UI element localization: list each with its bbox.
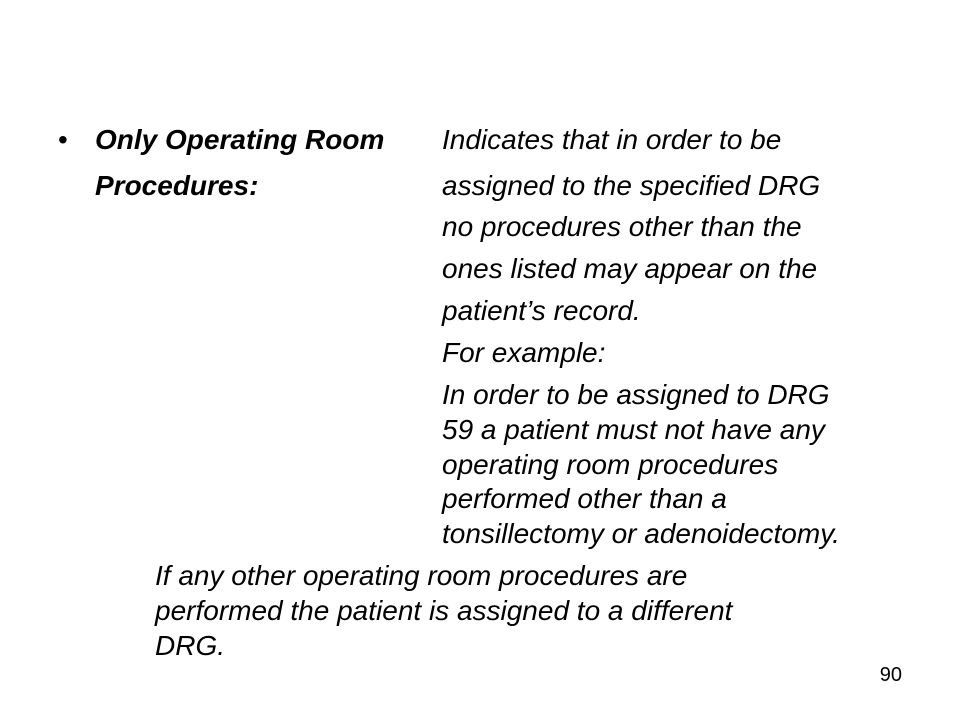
note-line-2: performed the patient is assigned to a different	[155, 595, 733, 626]
definition-line-5: patient’s record.	[442, 295, 641, 326]
definition-line-2: assigned to the specified DRG	[442, 170, 821, 201]
example-line-3: operating room procedures	[442, 449, 779, 480]
definition-line-1: Indicates that in order to be	[442, 124, 782, 155]
term-line-2: Procedures:	[95, 170, 259, 201]
definition-line-4: ones listed may appear on the	[442, 253, 818, 284]
note-line-3: DRG.	[155, 630, 225, 661]
definition-line-3: no procedures other than the	[442, 211, 802, 242]
example-line-4: performed other than a	[442, 483, 727, 514]
example-line-5: tonsillectomy or adenoidectomy.	[442, 518, 840, 549]
bullet-marker: •	[58, 124, 68, 155]
page-number: 90	[879, 664, 902, 686]
example-line-2: 59 a patient must not have any	[442, 414, 825, 445]
note-line-1: If any other operating room procedures are	[155, 560, 688, 591]
term-line-1: Only Operating Room	[95, 124, 385, 155]
example-line-1: In order to be assigned to DRG	[442, 379, 830, 410]
example-label: For example:	[442, 337, 606, 368]
